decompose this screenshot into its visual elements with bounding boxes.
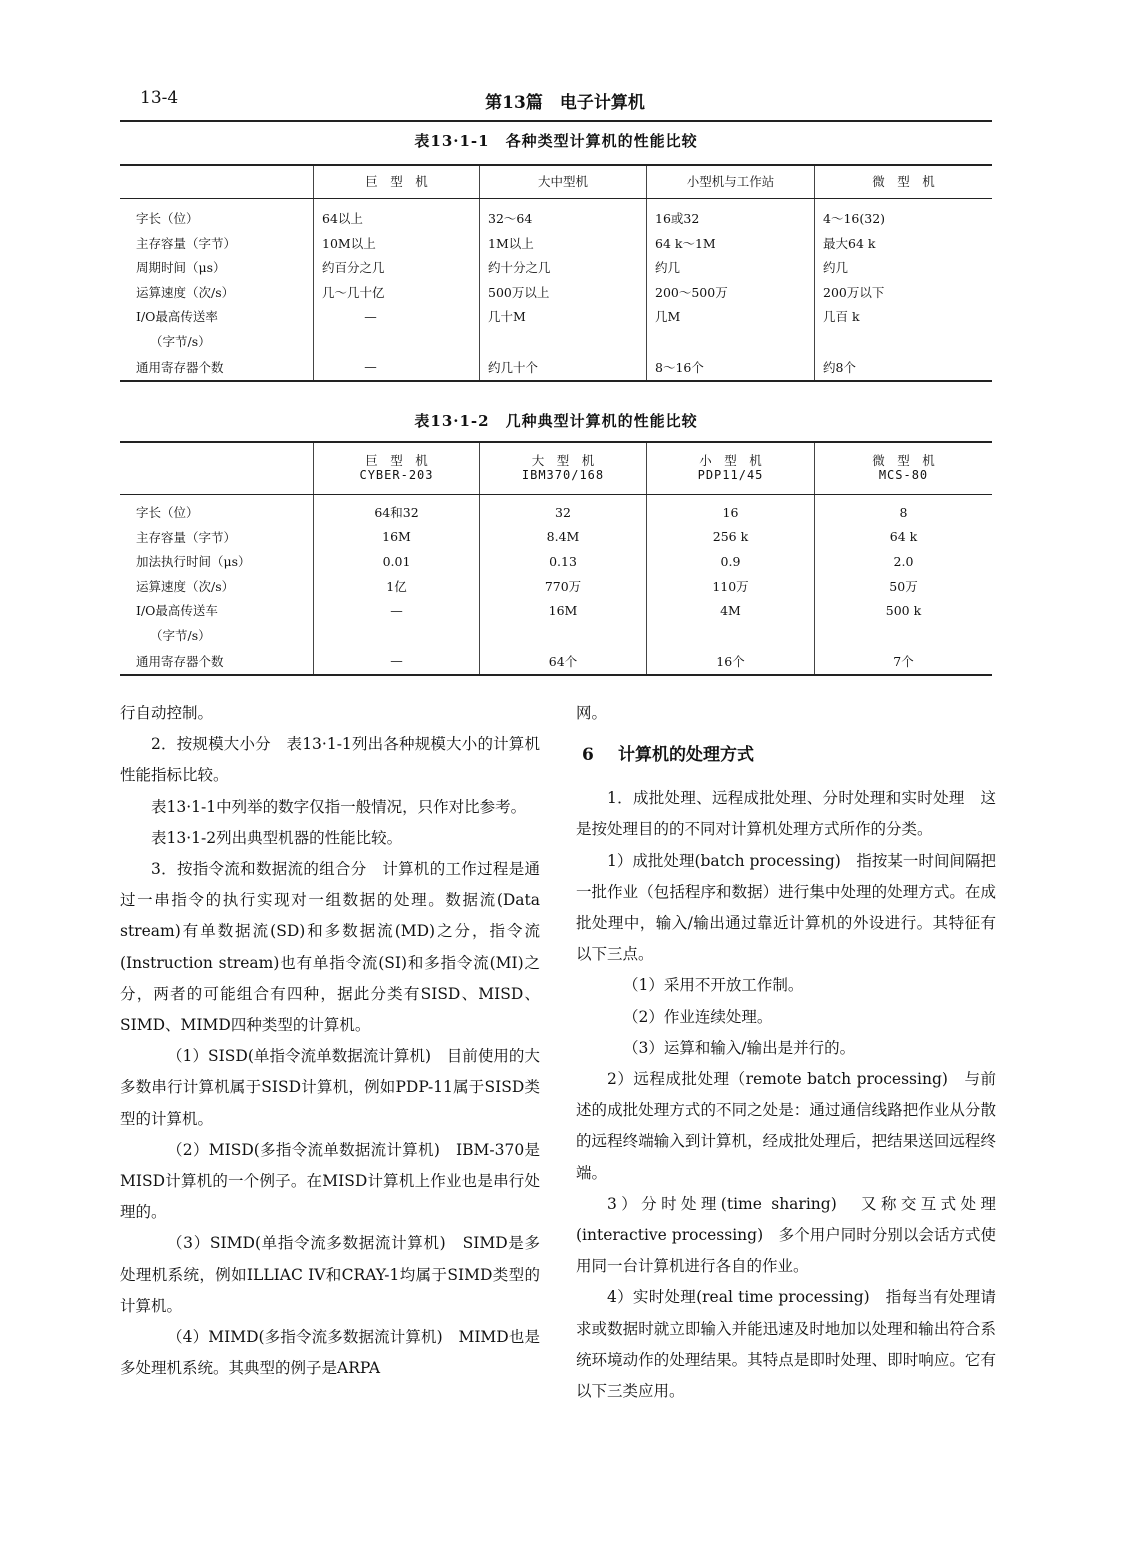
paragraph: 1）成批处理(batch processing) 指按某一时间间隔把一批作业（包括程序和数据）进行集中处理的处理方式。在成批处理中，输入/输出通过靠近计算机的外设进行。其特征有以下三点。: [576, 851, 996, 964]
table2-header: [314, 442, 480, 494]
table-cell: 约几: [815, 255, 993, 280]
paragraph: 表13·1-1中列举的数字仅指一般情况，只作对比参考。: [151, 797, 527, 816]
right-text-column: [576, 698, 996, 1407]
table-cell: 约百分之几: [314, 255, 480, 280]
table-cell: 16M: [480, 598, 647, 623]
table-cell: 16个: [647, 647, 815, 675]
table-cell: 4M: [647, 598, 815, 623]
table-cell: 200万以下: [815, 280, 993, 305]
row-label: I/O最高传送率: [136, 309, 218, 325]
table-cell: 110万: [647, 574, 815, 599]
column-model: MCS-80: [878, 468, 929, 483]
table-cell: 256 k: [647, 525, 815, 550]
row-label: 加法执行时间（μs）: [136, 554, 251, 570]
table-cell: 64个: [480, 647, 647, 675]
paragraph: 1．成批处理、远程成批处理、分时处理和实时处理 这是按处理目的的不同对计算机处理方式所作的分类。: [576, 789, 996, 839]
table1-header: 大中型机: [480, 165, 647, 198]
page-number: 13-4: [140, 88, 179, 108]
table-cell: [480, 623, 647, 648]
paragraph: （2）MISD(多指令流单数据流计算机) IBM-370是MISD计算机的一个例子。在MISD计算机上作业也是串行处理的。: [120, 1140, 540, 1222]
table-cell: 约几: [647, 255, 815, 280]
row-label: （字节/s）: [150, 627, 211, 643]
row-label: 字长（位）: [136, 505, 199, 521]
table-cell: —: [314, 304, 480, 329]
row-label: （字节/s）: [150, 333, 211, 349]
table-cell: 几百 k: [815, 304, 993, 329]
column-model: CYBER-203: [359, 468, 434, 483]
table-cell: [647, 329, 815, 354]
table-cell: 最大64 k: [815, 231, 993, 256]
paragraph: （4）MIMD(多指令流多数据流计算机) MIMD也是多处理机系统。其典型的例子是ARPA: [120, 1328, 540, 1378]
table-cell: [314, 623, 480, 648]
table-row: [120, 525, 992, 550]
column-name: 小 型 机: [699, 453, 762, 469]
table2-header: [815, 442, 993, 494]
table2-header: [647, 442, 815, 494]
row-label: 主存容量（字节）: [136, 529, 237, 545]
column-model: PDP11/45: [697, 468, 764, 483]
table-row: [120, 549, 992, 574]
table-cell: —: [314, 647, 480, 675]
row-label: 周期时间（μs）: [136, 260, 226, 276]
table2: [120, 441, 992, 676]
table-cell: 8～16个: [647, 353, 815, 381]
table-cell: 200～500万: [647, 280, 815, 305]
table-cell: 约8个: [815, 353, 993, 381]
paragraph: 行自动控制。: [120, 704, 214, 722]
table1-caption: 表13·1-1 各种类型计算机的性能比较: [414, 132, 698, 150]
table-cell: 约几十个: [480, 353, 647, 381]
running-header: [140, 88, 990, 116]
paragraph: （1）SISD(单指令流单数据流计算机) 目前使用的大多数串行计算机属于SISD计算机，例如PDP-11属于SISD类型的计算机。: [120, 1047, 540, 1128]
column-name: 微 型 机: [872, 453, 935, 469]
table-cell: 16或32: [647, 206, 815, 231]
table-cell: [815, 329, 993, 354]
table1-header: 小型机与工作站: [647, 165, 815, 198]
paragraph: （1）采用不开放工作制。: [623, 976, 804, 995]
table-row: [120, 353, 992, 381]
running-title: 第13篇 电子计算机: [485, 93, 645, 113]
table-row: [120, 255, 992, 280]
table1-header: 巨 型 机: [314, 165, 480, 198]
header-rule: [120, 120, 992, 122]
table2-caption: 表13·1-2 几种典型计算机的性能比较: [414, 412, 698, 430]
table-cell: [647, 623, 815, 648]
table-cell: 32～64: [480, 206, 647, 231]
row-label: 主存容量（字节）: [136, 235, 237, 251]
table-row: [120, 231, 992, 256]
table2-header: [480, 442, 647, 494]
table1-header: 微 型 机: [815, 165, 993, 198]
section-number: 6: [582, 745, 594, 766]
table-row: [120, 623, 992, 648]
table-row: [120, 598, 992, 623]
paragraph: （2）作业连续处理。: [623, 1007, 773, 1026]
table-cell: —: [314, 353, 480, 381]
paragraph: （3）SIMD(单指令流多数据流计算机) SIMD是多处理机系统，例如ILLIAC IV和CRAY-1均属于SIMD类型的计算机。: [120, 1234, 540, 1315]
table-row: [120, 647, 992, 675]
paragraph: 网。: [576, 704, 608, 722]
column-model: IBM370/168: [521, 468, 605, 483]
table-cell: [314, 329, 480, 354]
table-cell: 几M: [647, 304, 815, 329]
table-cell: 32: [480, 500, 647, 525]
table-cell: 7个: [815, 647, 993, 675]
table1-header-blank: [120, 165, 314, 198]
table-cell: 500万以上: [480, 280, 647, 305]
table-cell: 64 k～1M: [647, 231, 815, 256]
table-cell: 500 k: [815, 598, 993, 623]
row-label: I/O最高传送车: [136, 603, 218, 619]
table-cell: 16M: [314, 525, 480, 550]
section-heading: [576, 735, 996, 775]
paragraph: 表13·1-2列出典型机器的性能比较。: [151, 828, 403, 847]
table-row: [120, 574, 992, 599]
row-label: 运算速度（次/s）: [136, 578, 235, 594]
table-cell: 770万: [480, 574, 647, 599]
table-cell: 8: [815, 500, 993, 525]
table-cell: 几～几十亿: [314, 280, 480, 305]
table-row: [120, 280, 992, 305]
table-row: [120, 304, 992, 329]
table-cell: [480, 329, 647, 354]
table-row: [120, 500, 992, 525]
paragraph: 4）实时处理(real time processing) 指每当有处理请求或数据时就立即输入并能迅速及时地加以处理和输出符合系统环境动作的处理结果。其特点是即时处理、即时响应。它有以下三类应用。: [576, 1288, 996, 1401]
paragraph: 3）分时处理(time sharing) 又称交互式处理(interactive processing) 多个用户同时分别以会话方式使用同一台计算机进行各自的作业。: [576, 1194, 996, 1276]
table-cell: [815, 623, 993, 648]
table-cell: —: [314, 598, 480, 623]
table-cell: 50万: [815, 574, 993, 599]
table-row: [120, 329, 992, 354]
row-label: 通用寄存器个数: [120, 647, 314, 675]
table-cell: 64和32: [314, 500, 480, 525]
row-label: 字长（位）: [136, 211, 199, 227]
table-cell: 2.0: [815, 549, 993, 574]
table-cell: 64以上: [314, 206, 480, 231]
row-label: 运算速度（次/s）: [136, 284, 235, 300]
row-label: 通用寄存器个数: [120, 353, 314, 381]
table-cell: 约十分之几: [480, 255, 647, 280]
table-cell: 0.9: [647, 549, 815, 574]
table-cell: 几十M: [480, 304, 647, 329]
table-cell: 1亿: [314, 574, 480, 599]
table-cell: 0.13: [480, 549, 647, 574]
table-cell: 16: [647, 500, 815, 525]
table-row: [120, 206, 992, 231]
column-name: 巨 型 机: [365, 453, 428, 469]
section-title: 计算机的处理方式: [618, 745, 754, 766]
left-text-column: [120, 698, 540, 1384]
table-cell: 0.01: [314, 549, 480, 574]
paragraph: （3）运算和输入/输出是并行的。: [623, 1038, 856, 1057]
column-name: 大 型 机: [531, 453, 595, 469]
paragraph: 2．按规模大小分 表13·1-1列出各种规模大小的计算机性能指标比较。: [120, 735, 540, 785]
table-cell: 8.4M: [480, 525, 647, 550]
table-cell: 64 k: [815, 525, 993, 550]
paragraph: 3．按指令流和数据流的组合分 计算机的工作过程是通过一串指令的执行实现对一组数据的处理。数据流(Data stream)有单数据流(SD)和多数据流(MD)之分，指令流(Instruction stream)也有单指令流(SI)和多指令流(MI)之分，两者的可能组合有四种，据此分类有SISD、MISD、SIMD、MIMD四种类型的计算机。: [120, 860, 540, 1035]
table-cell: 4～16(32): [815, 206, 993, 231]
table-cell: 10M以上: [314, 231, 480, 256]
table2-header-blank: [120, 442, 314, 494]
table1: [120, 164, 992, 382]
table-cell: 1M以上: [480, 231, 647, 256]
paragraph: 2）远程成批处理（remote batch processing) 与前述的成批处理方式的不同之处是：通过通信线路把作业从分散的远程终端输入到计算机，经成批处理后，把结果送回远程终端。: [576, 1070, 996, 1182]
